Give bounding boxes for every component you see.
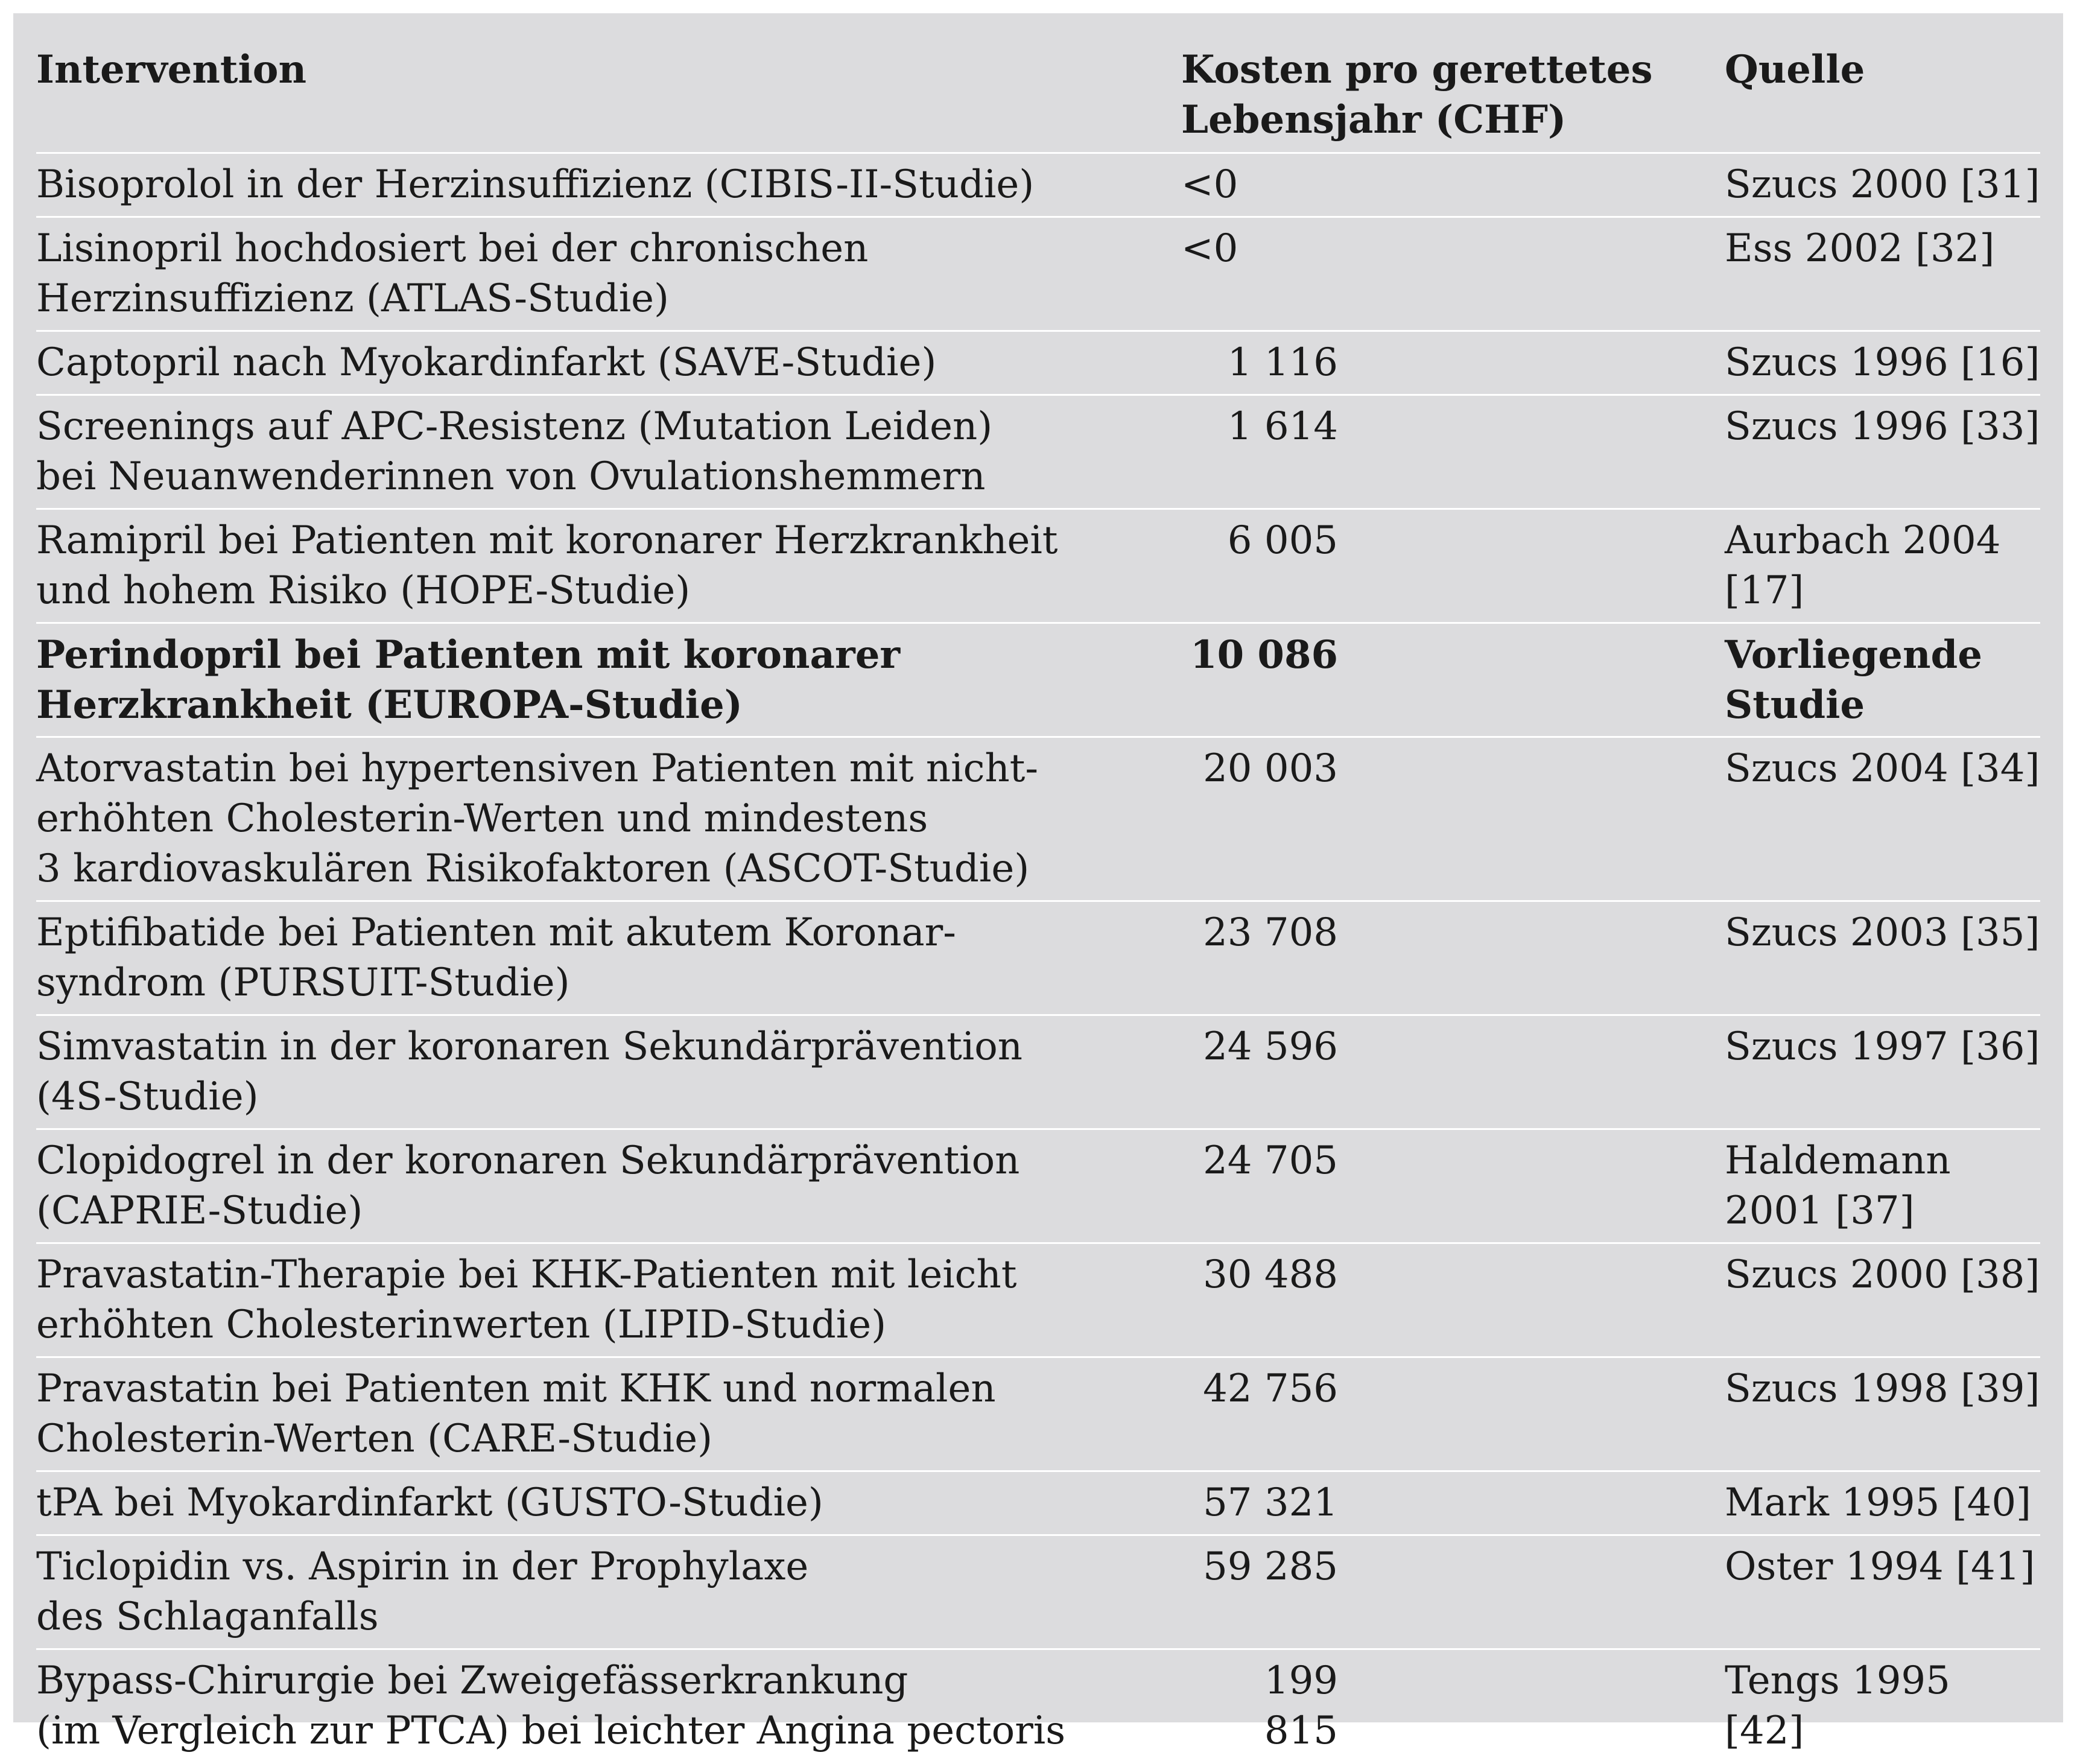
cell-intervention: Bypass-Chirurgie bei Zweigefässerkrankung (im Vergleich zur PTCA) bei leichter Angina pectoris (36, 1649, 1181, 1763)
cost-value: 1 614 (1227, 404, 1338, 449)
cell-source: Haldemann 2001 [37] (1725, 1129, 2040, 1243)
table-row (36, 1243, 2040, 1357)
cell-cost (1181, 331, 1725, 395)
cell-cost (1181, 1357, 1725, 1471)
cell-source: Szucs 1997 [36] (1725, 1015, 2040, 1129)
cell-source: Aurbach 2004 [17] (1725, 509, 2040, 623)
cell-cost (1181, 1129, 1725, 1243)
cell-intervention: Clopidogrel in der koronaren Sekundärprävention (CAPRIE-Studie) (36, 1129, 1181, 1243)
cell-intervention: Captopril nach Myokardinfarkt (SAVE-Studie) (36, 331, 1181, 395)
cell-intervention: Ticlopidin vs. Aspirin in der Prophylaxe des Schlaganfalls (36, 1535, 1181, 1649)
cost-value: 6 005 (1227, 518, 1338, 563)
table-row (36, 737, 2040, 901)
cell-source: Szucs 2004 [34] (1725, 737, 2040, 901)
cell-cost (1181, 1243, 1725, 1357)
cell-intervention: Ramipril bei Patienten mit koronarer Herzkrankheit und hohem Risiko (HOPE-Studie) (36, 509, 1181, 623)
cell-cost (1181, 1649, 1725, 1763)
cell-intervention: Pravastatin bei Patienten mit KHK und normalen Cholesterin-Werten (CARE-Studie) (36, 1357, 1181, 1471)
cell-intervention: Perindopril bei Patienten mit koronarer Herzkrankheit (EUROPA-Studie) (36, 623, 1181, 737)
table-row (36, 217, 2040, 331)
cell-intervention: Atorvastatin bei hypertensiven Patienten mit nicht- erhöhten Cholesterin-Werten und mindestens 3 kardiovaskulären Risikofaktoren (ASCOT-Studie) (36, 737, 1181, 901)
cell-source: Szucs 2003 [35] (1725, 901, 2040, 1015)
cost-value: 199 815 (1264, 1658, 1338, 1753)
cell-source: Mark 1995 [40] (1725, 1471, 2040, 1535)
cell-cost (1181, 153, 1725, 217)
table-row (36, 901, 2040, 1015)
header-intervention: Intervention (36, 25, 1181, 153)
cell-source: Szucs 1996 [16] (1725, 331, 2040, 395)
table-row-highlighted (36, 623, 2040, 737)
cell-intervention: Simvastatin in der koronaren Sekundärprävention (4S-Studie) (36, 1015, 1181, 1129)
cost-value: 24 705 (1203, 1138, 1338, 1183)
table-row (36, 1471, 2040, 1535)
cell-cost (1181, 1471, 1725, 1535)
cell-cost (1181, 737, 1725, 901)
cost-value: 57 321 (1203, 1480, 1338, 1525)
cell-source: Szucs 2000 [31] (1725, 153, 2040, 217)
table-row (36, 395, 2040, 509)
table-panel (13, 13, 2063, 1753)
header-source: Quelle (1725, 25, 2040, 153)
cost-value: <0 (1181, 226, 1238, 271)
cell-cost (1181, 1015, 1725, 1129)
cost-value: 30 488 (1203, 1252, 1338, 1297)
cell-cost (1181, 217, 1725, 331)
cost-value: 10 086 (1190, 632, 1338, 677)
cost-effectiveness-table (36, 25, 2040, 1764)
cell-source: Szucs 2000 [38] (1725, 1243, 2040, 1357)
cost-value: 42 756 (1203, 1366, 1338, 1411)
cell-source: Vorliegende Studie (1725, 623, 2040, 737)
table-row (36, 1129, 2040, 1243)
cell-cost (1181, 623, 1725, 737)
cell-intervention: Eptifibatide bei Patienten mit akutem Koronar- syndrom (PURSUIT-Studie) (36, 901, 1181, 1015)
cell-cost (1181, 509, 1725, 623)
cost-value: 20 003 (1203, 746, 1338, 791)
header-cost: Kosten pro gerettetes Lebensjahr (CHF) (1181, 25, 1725, 153)
cell-source: Szucs 1998 [39] (1725, 1357, 2040, 1471)
cell-intervention: Screenings auf APC-Resistenz (Mutation Leiden) bei Neuanwenderinnen von Ovulationshemmern (36, 395, 1181, 509)
table-row (36, 1015, 2040, 1129)
cell-source: Szucs 1996 [33] (1725, 395, 2040, 509)
table-header-row (36, 25, 2040, 153)
table-row (36, 1357, 2040, 1471)
cost-value: 23 708 (1203, 910, 1338, 955)
cell-source: Oster 1994 [41] (1725, 1535, 2040, 1649)
table-row (36, 1535, 2040, 1649)
cell-intervention: Lisinopril hochdosiert bei der chronischen Herzinsuffizienz (ATLAS-Studie) (36, 217, 1181, 331)
cell-intervention: Pravastatin-Therapie bei KHK-Patienten mit leicht erhöhten Cholesterinwerten (LIPID-Studie) (36, 1243, 1181, 1357)
cell-cost (1181, 395, 1725, 509)
cell-intervention: Bisoprolol in der Herzinsuffizienz (CIBIS-II-Studie) (36, 153, 1181, 217)
cell-intervention: tPA bei Myokardinfarkt (GUSTO-Studie) (36, 1471, 1181, 1535)
cost-value: 59 285 (1203, 1544, 1338, 1589)
table-row (36, 509, 2040, 623)
cell-source: Ess 2002 [32] (1725, 217, 2040, 331)
cost-value: 1 116 (1227, 340, 1338, 385)
cost-value: 24 596 (1203, 1024, 1338, 1069)
cost-value: <0 (1181, 162, 1238, 207)
table-row (36, 1649, 2040, 1763)
cell-cost (1181, 1535, 1725, 1649)
cell-source: Tengs 1995 [42] (1725, 1649, 2040, 1763)
table-row (36, 331, 2040, 395)
table-row (36, 153, 2040, 217)
cell-cost (1181, 901, 1725, 1015)
